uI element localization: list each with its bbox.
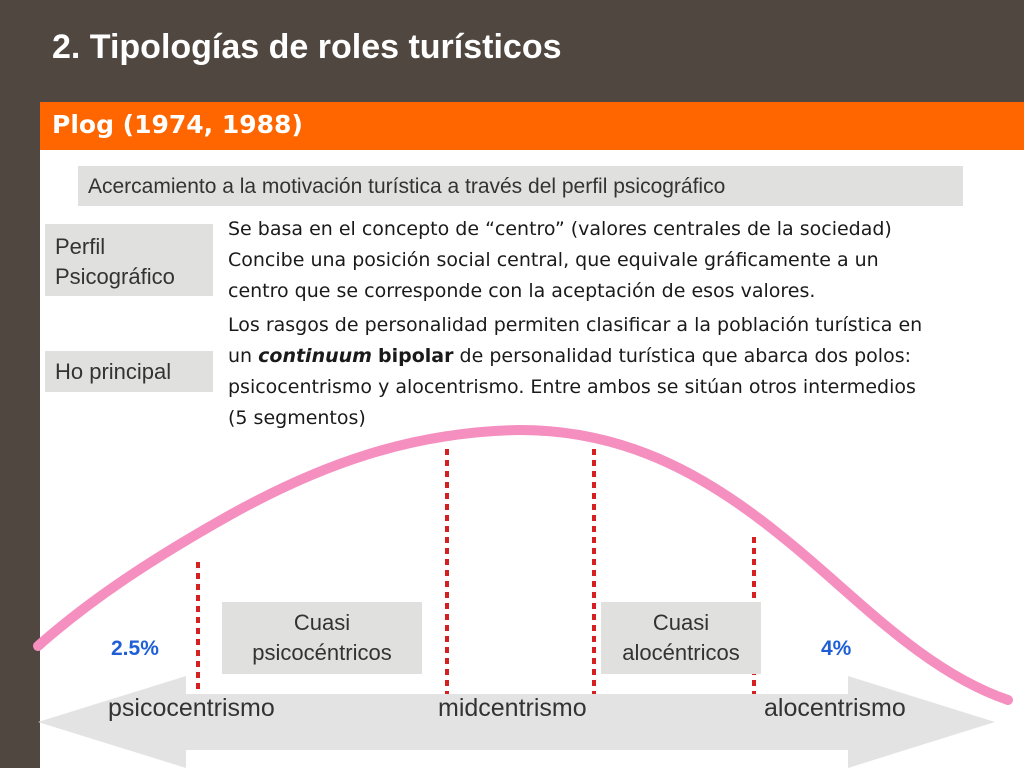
bell-curve	[38, 430, 1008, 700]
ho-principal-text: Ho principal	[55, 359, 172, 384]
paragraph-line: Concibe una posición social central, que equivale gráficamente a un	[228, 249, 879, 271]
segment-label: alocéntricos	[622, 640, 740, 665]
subtitle-text: Acercamiento a la motivación turística a través del perfil psicográfico	[88, 175, 726, 198]
segment-label: Cuasi	[293, 610, 351, 635]
paragraph-line: Se basa en el concepto de “centro” (valores centrales de la sociedad)	[228, 218, 892, 240]
perfil-label-line2: Psicográfico	[55, 264, 175, 289]
pole-alocentrismo: alocentrismo	[764, 694, 906, 722]
segment-cuasi-alocentricos	[601, 602, 761, 674]
perfil-label-line1: Perfil	[55, 234, 106, 259]
section-header: Plog (1974, 1988)	[52, 110, 303, 139]
text-run: de personalidad turística que abarca dos polos:	[453, 345, 911, 367]
paragraph-line: (5 segmentos)	[228, 407, 366, 429]
paragraph-line: psicocentrismo y alocentrismo. Entre ambos se sitúan otros intermedios	[228, 376, 916, 398]
bipolar-term: bipolar	[378, 345, 454, 367]
slide-title: 2. Tipologías de roles turísticos	[52, 28, 562, 66]
segment-cuasi-psicocentricos	[222, 602, 422, 674]
percent-alocentrico: 4%	[821, 637, 852, 660]
text-run: un	[228, 345, 259, 367]
paragraph-line: centro que se corresponde con la aceptación de esos valores.	[228, 280, 816, 302]
continuum-term: continuum	[258, 345, 372, 367]
percent-psicocentrico: 2.5%	[111, 637, 159, 660]
segment-label: Cuasi	[652, 610, 710, 635]
pole-psicocentrismo: psicocentrismo	[108, 694, 275, 722]
pole-midcentrismo: midcentrismo	[438, 694, 587, 722]
segment-label: psicocéntricos	[252, 640, 392, 665]
paragraph-line: Los rasgos de personalidad permiten clasificar a la población turística en	[228, 314, 923, 336]
